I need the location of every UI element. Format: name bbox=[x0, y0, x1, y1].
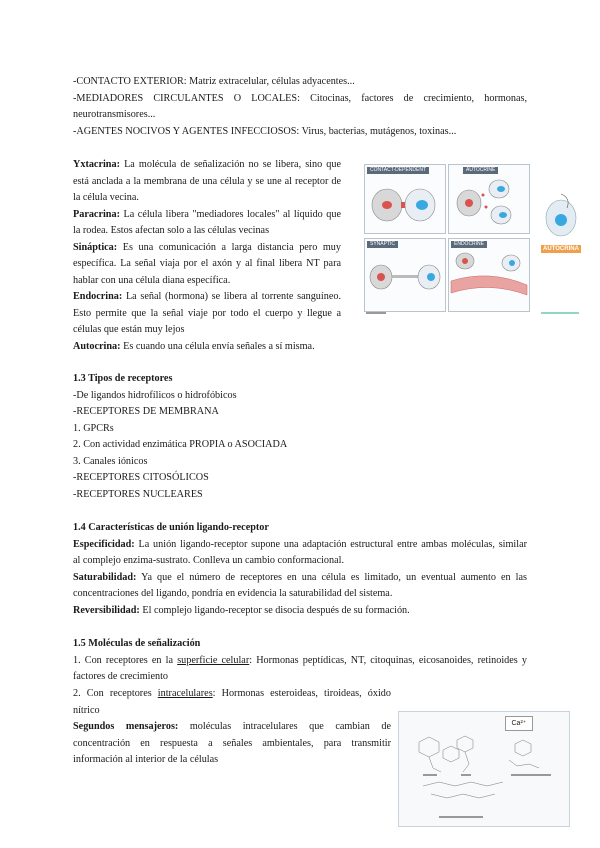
term-endocrina: Endocrina: bbox=[73, 291, 123, 302]
section-heading: 1.4 Características de unión ligando-receptor bbox=[73, 522, 269, 533]
binding-section: 1.4 Características de unión ligando-receptor Especificidad: La unión ligando-receptor supone una adaptación estructural entre ambas moléculas, similar al complejo enzima-sustrato. Conlleva un cambio conformacional. Saturabilidad: Ya que el número de receptores en una célula es limitado, un eventual aumento en las concentraciones del ligando, pondría en evidencia la saturabilidad del sistema. Reversibilidad: El complejo ligando-receptor se disocia después de su formación. bbox=[73, 522, 528, 616]
panel-synaptic: SYNAPTIC bbox=[364, 238, 446, 312]
intro-line: -CONTACTO EXTERIOR: Matriz extracelular, células adyacentes... bbox=[73, 76, 355, 87]
endocrine-illustration bbox=[449, 239, 529, 311]
term-sinaptica: Sináptica: bbox=[73, 241, 118, 253]
section-heading: 1.3 Tipos de receptores bbox=[73, 373, 173, 384]
receptor-item: -RECEPTORES DE MEMBRANA bbox=[73, 406, 219, 417]
contact-cells-illustration bbox=[365, 165, 445, 233]
autocrine-badge: AUTOCRINA bbox=[541, 245, 581, 253]
receptor-item: 3. Canales iónicos bbox=[73, 455, 148, 467]
second-messengers-figure bbox=[398, 711, 570, 827]
autocrine-cells-illustration bbox=[449, 165, 529, 233]
intro-line: -MEDIADORES CIRCULANTES O LOCALES: Citocinas, factores de crecimiento, hormonas, bbox=[73, 92, 527, 104]
molecule-structures-illustration bbox=[399, 712, 569, 826]
receptor-item: 2. Con actividad enzimática PROPIA o ASOCIADA bbox=[73, 439, 288, 450]
panel-contact-dependent: CONTACT-DEPENDENT bbox=[364, 164, 446, 234]
term-autocrina: Autocrina: bbox=[73, 340, 121, 352]
term-reversibilidad: Reversibilidad: bbox=[73, 604, 140, 616]
molecules-section-continued: 2. Con receptores intracelulares: Hormonas esteroideas, tiroideas, óxido nítrico Segundos mensajeros: moléculas intracelulares que cambian de concentración en respuesta a señales ambientales, para transmitir información al interior de la células bbox=[73, 688, 391, 765]
panel-autocrine: AUTOCRINE bbox=[448, 164, 530, 234]
intro-block bbox=[73, 74, 527, 140]
section-heading: 1.5 Moléculas de señalización bbox=[73, 638, 201, 649]
receptor-item: -De ligandos hidrofílicos o hidrofóbicos bbox=[73, 389, 237, 401]
term-especificidad: Especificidad: bbox=[73, 538, 135, 550]
receptor-item: 1. GPCRs bbox=[73, 422, 114, 434]
receptor-item: -RECEPTORES NUCLEARES bbox=[73, 488, 203, 500]
synaptic-illustration bbox=[365, 239, 445, 311]
signaling-types-block: Yxtacrina: La molécula de señalización no se libera, sino que está anclada a la membrana de una célula y se une al receptor de la célula vecina. Paracrina: La célula libera "mediadores locales" al líquido que la rodea. Estos afectan solo a las células vecinas Sináptica: Es una comunicación a larga distancia pero muy específica. La señal viaja por el axón y al final libera NT para hablar con una célula diana específica. Endocrina: La señal (hormona) se libera al torrente sanguíneo. Esto permite que la señal viaje por todo el cuerpo y llegue a células que están muy lejos Autocrina: Es cuando una célula envía señales a sí misma. bbox=[73, 159, 342, 352]
term-segundos-mensajeros: Segundos mensajeros: bbox=[73, 721, 179, 732]
calcium-ion-label: Ca²⁺ bbox=[505, 716, 533, 731]
receptor-item: -RECEPTORES CITOSÓLICOS bbox=[73, 472, 209, 483]
term-paracrina: Paracrina: bbox=[73, 208, 120, 220]
figure-footnote-mark bbox=[366, 312, 386, 314]
molecules-section: 1.5 Moléculas de señalización 1. Con receptores en la superficie celular: Hormonas peptídicas, NT, citoquinas, eicosanoides, retinoides y factores de crecimiento bbox=[73, 638, 528, 682]
autocrine-cell-illustration bbox=[541, 188, 581, 242]
panel-endocrine: ENDOCRINE bbox=[448, 238, 530, 312]
intro-line: neurotransmisores... bbox=[73, 109, 156, 120]
term-yxtacrina: Yxtacrina: bbox=[73, 159, 120, 170]
receptors-section bbox=[73, 371, 373, 503]
figure-credit-mark bbox=[541, 312, 579, 314]
signaling-figure bbox=[362, 158, 532, 318]
intro-line: -AGENTES NOCIVOS Y AGENTES INFECCIOSOS: Virus, bacterias, mutágenos, toxinas... bbox=[73, 125, 457, 137]
term-saturabilidad: Saturabilidad: bbox=[73, 571, 137, 583]
